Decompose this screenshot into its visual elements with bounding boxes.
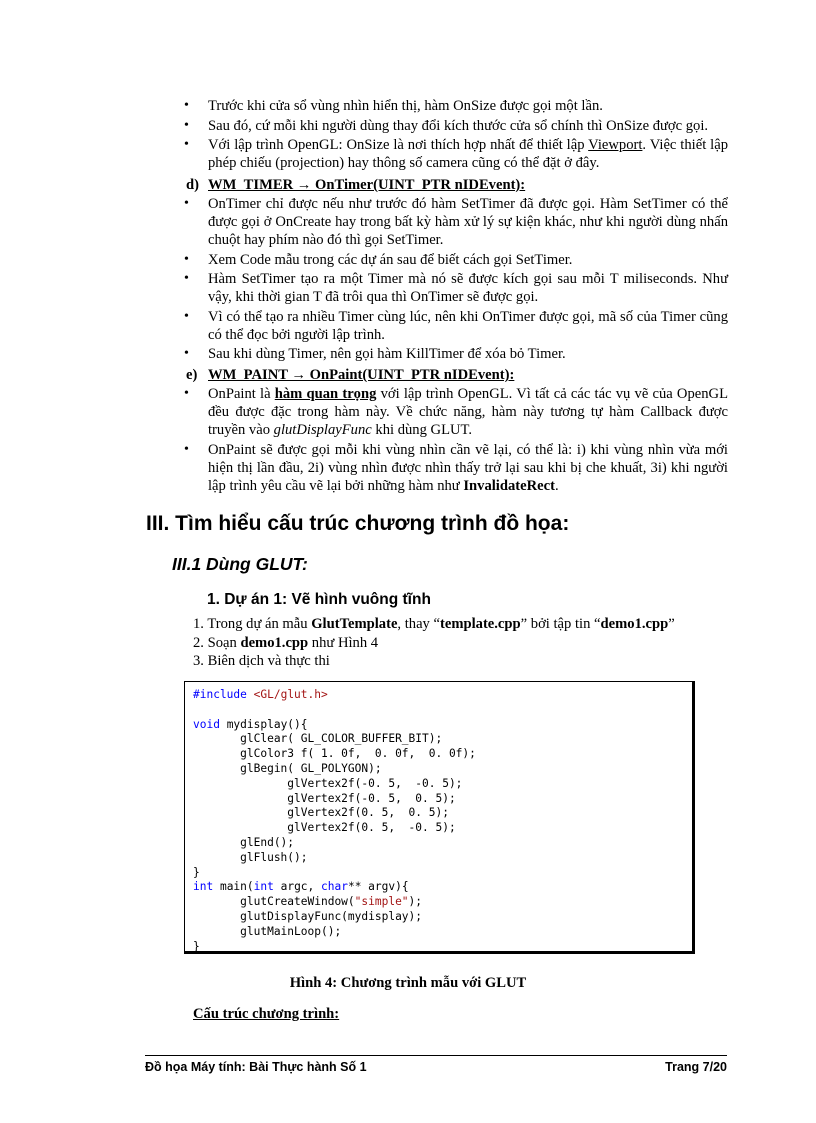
footer-title: Đồ họa Máy tính: Bài Thực hành Số 1 (145, 1060, 367, 1074)
bold-term: demo1.cpp (600, 616, 669, 632)
step-item (193, 634, 675, 653)
code-keyword: void (193, 717, 220, 731)
bold-term: template.cpp (439, 616, 521, 632)
page-footer (145, 1060, 727, 1074)
structure-heading: Cấu trúc chương trình: (193, 1006, 340, 1022)
code-line: glColor3 f( 1. 0f, 0. 0f, 0. 0f); (193, 747, 476, 761)
text: ” (668, 616, 675, 632)
code-keyword: int (193, 880, 214, 894)
code-line: glClear( GL_COLOR_BUFFER_BIT); (193, 732, 443, 746)
list-item: • Xem Code mẫu trong các dự án sau để biết cách gọi SetTimer. (180, 251, 728, 269)
code-keyword: #include (193, 688, 247, 701)
section-c-bullets (180, 97, 728, 174)
text: Soạn (207, 634, 241, 651)
code-line: glVertex2f(0. 5, -0. 5); (193, 821, 456, 835)
page-number: Trang 7/20 (665, 1060, 727, 1074)
step-number: 1. (193, 616, 204, 632)
emphasis: hàm quan trọng (274, 386, 377, 402)
text: như Hình 4 (308, 634, 379, 651)
code-line: glBegin( GL_POLYGON); (193, 761, 382, 775)
text: Với lập trình OpenGL: OnSize là nơi thích hợp nhất để thiết lập (208, 137, 589, 153)
code-string: <GL/glut.h> (253, 688, 328, 701)
list-item (180, 385, 728, 439)
section-e-heading (186, 366, 514, 384)
section-d-bullets (180, 195, 728, 365)
section-title: WM_PAINT → OnPaint(UINT_PTR nIDEvent): (208, 367, 515, 383)
text: OnPaint là (208, 386, 275, 402)
list-item (180, 441, 728, 495)
code-block (185, 682, 692, 960)
figure-caption: Hình 4: Chương trình mẫu với GLUT (289, 975, 527, 991)
code-line: glutMainLoop(); (193, 924, 342, 938)
list-item (180, 136, 728, 172)
code-keyword: int (253, 880, 274, 894)
section-title: WM_TIMER → OnTimer(UINT_PTR nIDEvent): (208, 177, 526, 193)
step-item (193, 652, 675, 671)
footer-divider (145, 1055, 727, 1056)
text: Trong dự án mẫu (207, 616, 312, 632)
code-text: glutCreateWindow( (193, 895, 355, 909)
bold-term: demo1.cpp (240, 634, 309, 651)
code-line: glFlush(); (193, 850, 308, 864)
step-item (193, 615, 675, 634)
list-item: • Vì có thể tạo ra nhiều Timer cùng lúc, nên khi OnTimer được gọi, mã số của Timer cũng có thể đọc bởi người lập trình. (180, 308, 728, 344)
bold-term: GlutTemplate (311, 616, 398, 632)
text: . (554, 477, 559, 494)
bold-term: InvalidateRect (463, 477, 555, 494)
step-number: 3. (193, 653, 204, 669)
text: , thay “ (397, 616, 440, 632)
section-letter: d) (186, 177, 199, 193)
list-item: • Trước khi cửa sổ vùng nhìn hiển thị, hàm OnSize được gọi một lần. (180, 97, 728, 115)
code-listing (184, 681, 695, 954)
text: . Việc thiết lập phép chiếu (projection) hay thông số camera cũng có thể đặt ở đây. (208, 137, 728, 171)
steps-list (193, 615, 675, 671)
code-keyword: char (321, 880, 348, 894)
code-line: glVertex2f(0. 5, 0. 5); (193, 806, 449, 820)
code-line: } (193, 939, 200, 953)
text: với lập trình OpenGL. Vì tất cả các tác vụ vẽ của OpenGL đều được đặc trong hàm này. Về chức năng, hàm này tương tự hàm Callback được truyền vào (208, 386, 728, 438)
list-item: • Sau đó, cứ mỗi khi người dùng thay đổi kích thước cửa sổ chính thì OnSize được gọi. (180, 117, 728, 135)
section-d-heading (186, 176, 525, 194)
section-letter: e) (186, 367, 198, 383)
text: Biên dịch và thực thi (207, 653, 330, 669)
heading-iii: III. Tìm hiểu cấu trúc chương trình đồ họa: (146, 512, 570, 535)
heading-iii-1: III.1 Dùng GLUT: (172, 554, 308, 574)
code-line: glEnd(); (193, 835, 295, 849)
code-line: } (193, 865, 200, 879)
code-line: glVertex2f(-0. 5, 0. 5); (193, 791, 456, 805)
code-line: glutDisplayFunc(mydisplay); (193, 909, 423, 923)
text: OnPaint sẽ được gọi mỗi khi vùng nhìn cần vẽ lại, có thể là: i) khi vùng nhìn vừa mới hiện thị lần đầu, 2i) vùng nhìn được nhìn thấy trở lại sau khi bị che khuất, 3i) khi người lập trình yêu cầu vẽ lại bởi những hàm như (208, 441, 728, 494)
viewport-link[interactable]: Viewport (588, 137, 643, 153)
list-item: • OnTimer chỉ được nếu như trước đó hàm SetTimer đã được gọi. Hàm SetTimer có thể được gọi ở OnCreate hay trong bất kỳ hàm xử lý sự kiện khác, như khi người dùng nhấn chuột hay phím nào đó thì gọi SetTimer. (180, 195, 728, 249)
code-text: main( (213, 880, 254, 894)
heading-project-1: 1. Dự án 1: Vẽ hình vuông tĩnh (207, 591, 431, 608)
code-text: ** argv){ (347, 880, 409, 894)
list-item: • Hàm SetTimer tạo ra một Timer mà nó sẽ được kích gọi sau mỗi T miliseconds. Như vậy, khi thời gian T đã trôi qua thì OnTimer sẽ được gọi. (180, 270, 728, 306)
text: khi dùng GLUT. (371, 422, 473, 438)
list-item: • Sau khi dùng Timer, nên gọi hàm KillTimer để xóa bỏ Timer. (180, 345, 728, 363)
code-text: mydisplay(){ (219, 717, 308, 731)
code-text: argc, (273, 880, 322, 894)
step-number: 2. (193, 634, 204, 651)
italic-term: glutDisplayFunc (273, 422, 372, 438)
code-string: "simple" (354, 895, 409, 909)
section-e-bullets (180, 385, 728, 496)
code-text: ); (408, 895, 423, 909)
text: ” bởi tập tin “ (520, 616, 601, 632)
code-line: glVertex2f(-0. 5, -0. 5); (193, 776, 463, 790)
